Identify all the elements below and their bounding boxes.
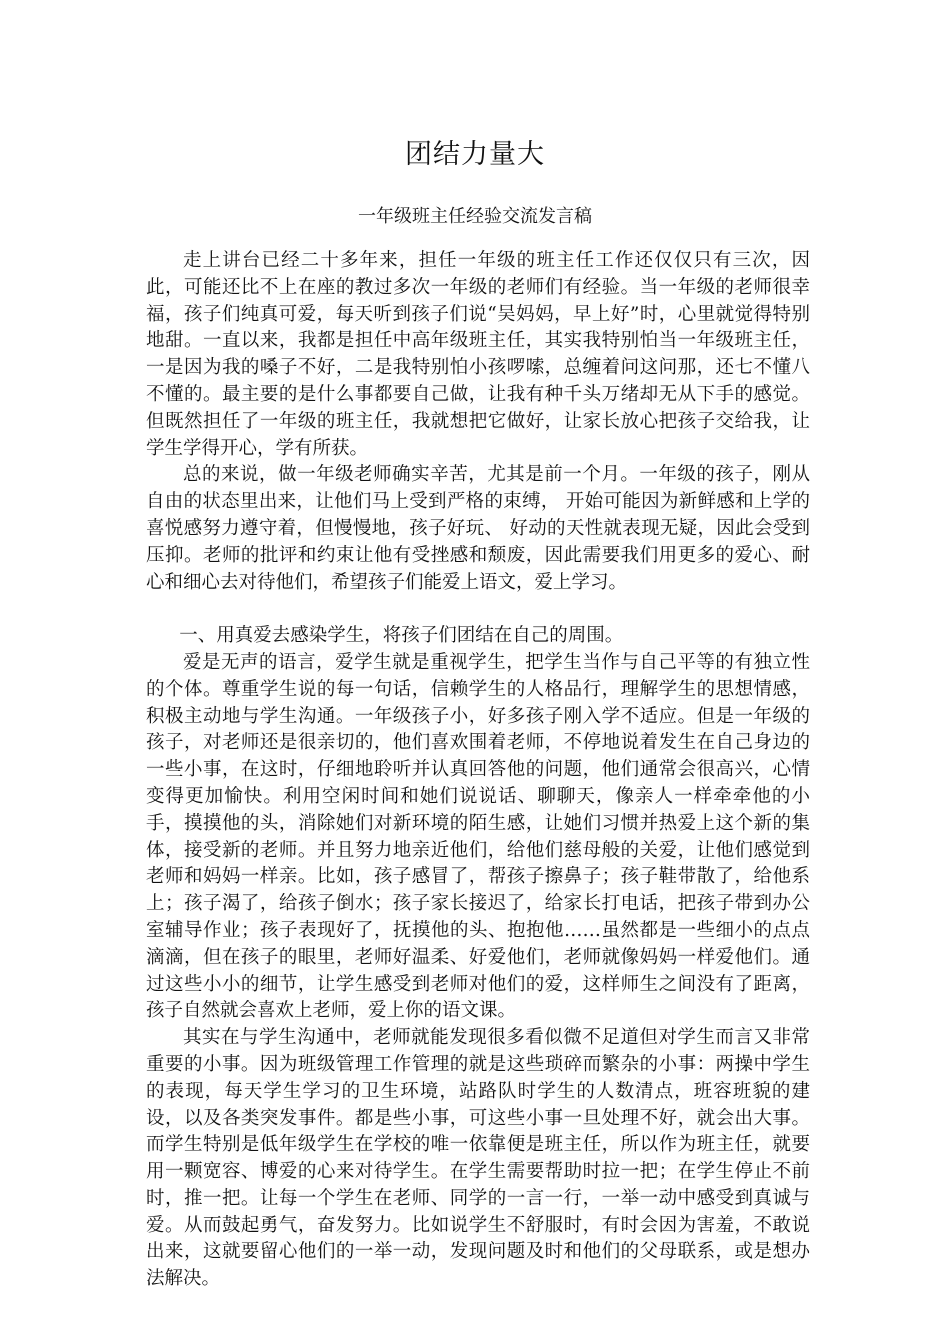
section-heading: 一、用真爱去感染学生，将孩子们团结在自己的周围。 [179, 625, 624, 647]
paragraph-spacer [146, 596, 810, 623]
paragraph-love: 爱是无声的语言，爱学生就是重视学生，把学生当作与自己平等的有独立性的个体。尊重学生说的每一句话，信赖学生的人格品行，理解学生的思想情感，积极主动地与学生沟通。一年级孩子小，好多孩子刚入学不适应。但是一年级的孩子，对老师还是很亲切的，他们喜欢围着老师，不停地说着发生在自己身边的一些小事，在这时，仔细地聆听并认真回答他的问题，他们通常会很高兴，心情变得更加愉快。利用空闲时间和她们说说话、聊聊天，像亲人一样牵牵他的小手，摸摸他的头，消除她们对新环境的陌生感，让她们习惯并热爱上这个新的集体，接受新的老师。并且努力地亲近他们，给他们慈母般的关爱，让他们感觉到老师和妈妈一样亲。比如，孩子感冒了，帮孩子擦鼻子；孩子鞋带散了，给他系上；孩子渴了，给孩子倒水；孩子家长接迟了，给家长打电话，把孩子带到办公室辅导作业；孩子表现好了，抚摸他的头、抱抱他……虽然都是一些细小的点点滴滴，但在孩子的眼里，老师好温柔、好爱他们，老师就像妈妈一样爱他们。通过这些小小的细节，让学生感受到老师对他们的爱，这样师生之间没有了距离，孩子自然就会喜欢上老师，爱上你的语文课。 [146, 651, 810, 1022]
paragraph-summary: 总的来说，做一年级老师确实辛苦，尤其是前一个月。一年级的孩子，刚从自由的状态里出来，让他们马上受到严格的束缚， 开始可能因为新鲜感和上学的喜悦感努力遵守着，但慢慢地，孩子好玩、 好动的天性就表现无疑，因此会受到压抑。老师的批评和约束让他有受挫感和颓废，因此需要我们用更多的爱心、耐心和细心去对待他们，希望孩子们能爱上语文，爱上学习。 [146, 464, 810, 593]
document-title: 团结力量大 [405, 139, 545, 170]
paragraph-communication: 其实在与学生沟通中，老师就能发现很多看似微不足道但对学生而言又非常重要的小事。因为班级管理工作管理的就是这些琐碎而繁杂的小事：两操中学生的表现，每天学生学习的卫生环境，站路队时学生的人数清点，班容班貌的建设，以及各类突发事件。都是些小事，可这些小事一旦处理不好，就会出大事。而学生特别是低年级学生在学校的唯一依靠便是班主任，所以作为班主任，就要用一颗宽容、博爱的心来对待学生。在学生需要帮助时拉一把；在学生停止不前时，推一把。让每一个学生在老师、同学的一言一行，一举一动中感受到真诚与爱。从而鼓起勇气，奋发努力。比如说学生不舒服时，有时会因为害羞，不敢说出来，这就要留心他们的一举一动，发现问题及时和他们的父母联系，或是想办法解决。 [146, 1027, 810, 1290]
document-subtitle: 一年级班主任经验交流发言稿 [358, 206, 592, 227]
document-body [146, 248, 810, 1293]
paragraph-intro: 走上讲台已经二十多年来，担任一年级的班主任工作还仅仅只有三次，因此，可能还比不上在座的教过多次一年级的老师们有经验。当一年级的老师很幸福，孩子们纯真可爱，每天听到孩子们说“吴妈妈，早上好”时，心里就觉得特别地甜。一直以来，我都是担任中高年级班主任，其实我特别怕当一年级班主任，一是因为我的嗓子不好，二是我特别怕小孩啰嗦，总缠着问这问那，还七不懂八不懂的。最主要的是什么事都要自己做，让我有种千头万绪却无从下手的感觉。但既然担任了一年级的班主任，我就想把它做好，让家长放心把孩子交给我，让学生学得开心，学有所获。 [146, 250, 810, 459]
